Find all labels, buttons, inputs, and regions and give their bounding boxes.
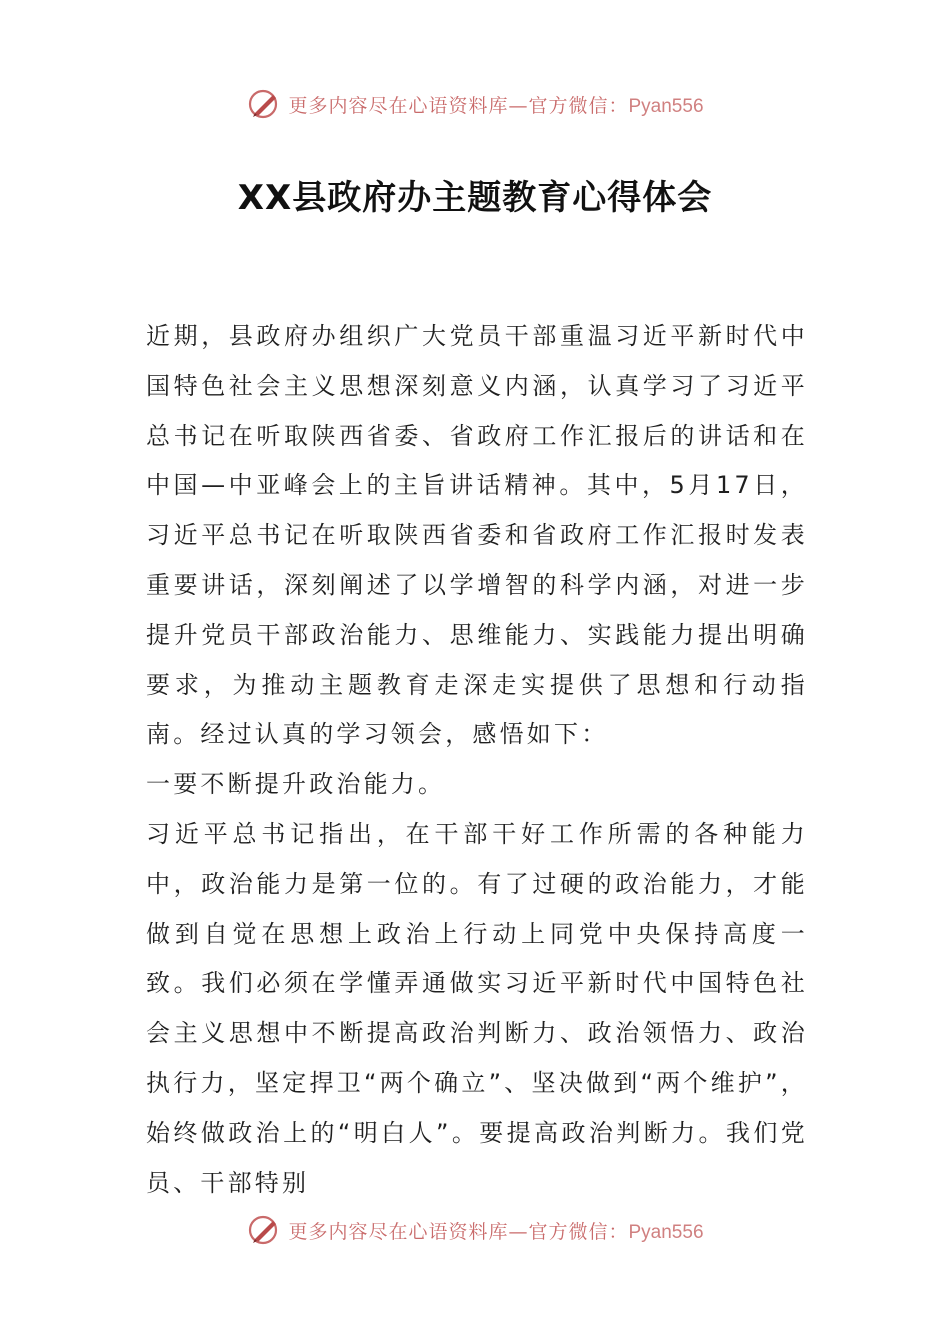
footer-watermark — [0, 1208, 950, 1252]
watermark-text: 更多内容尽在心语资料库—官方微信：Pyan556 — [288, 1220, 704, 1243]
document-body — [146, 312, 808, 1208]
pen-circle-icon — [246, 86, 282, 122]
watermark-text: 更多内容尽在心语资料库—官方微信：Pyan556 — [288, 94, 704, 117]
watermark-id: Pyan556 — [628, 95, 704, 117]
watermark-id: Pyan556 — [628, 1221, 704, 1243]
paragraph-heading-1: 一要不断提升政治能力。 — [146, 770, 446, 799]
pen-circle-icon — [246, 1212, 282, 1248]
paragraph-political-ability: 习近平总书记指出，在干部干好工作所需的各种能力中，政治能力是第一位的。有了过硬的政治能力，才能做到自觉在思想上政治上行动上同党中央保持高度一致。我们必须在学懂弄通做实习近平新时代中国特色社会主义思想中不断提高政治判断力、政治领悟力、政治执行力，坚定捍卫“两个确立”、坚决做到“两个维护”，始终做政治上的“明白人”。要提高政治判断力。我们党员、干部特别 — [146, 819, 808, 1197]
header-watermark — [0, 82, 950, 126]
paragraph-intro: 近期，县政府办组织广大党员干部重温习近平新时代中国特色社会主义思想深刻意义内涵，认真学习了习近平总书记在听取陕西省委、省政府工作汇报后的讲话和在中国—中亚峰会上的主旨讲话精神。其中，5月17日，习近平总书记在听取陕西省委和省政府工作汇报时发表重要讲话，深刻阐述了以学增智的科学内涵，对进一步提升党员干部政治能力、思维能力、实践能力提出明确要求，为推动主题教育走深走实提供了思想和行动指南。经过认真的学习领会，感悟如下： — [146, 322, 808, 749]
document-title: XX县政府办主题教育心得体会 — [237, 178, 713, 218]
